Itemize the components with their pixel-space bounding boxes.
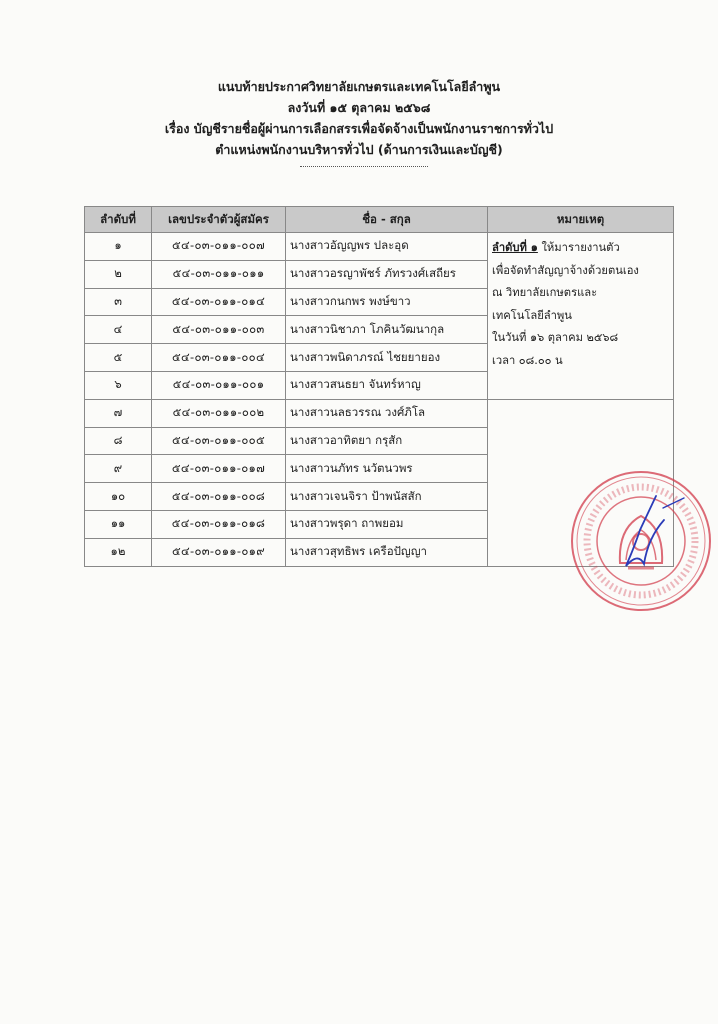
row-number: ๓ xyxy=(85,288,152,316)
applicant-id: ๕๔-๐๓-๐๑๑-๐๐๑ xyxy=(152,371,286,399)
applicant-id: ๕๔-๐๓-๐๑๑-๐๑๑ xyxy=(152,260,286,288)
dotted-divider xyxy=(300,166,428,167)
applicant-name: นางสาวสุทธิพร เครือปัญญา xyxy=(286,538,488,566)
applicant-id: ๕๔-๐๓-๐๑๑-๐๐๔ xyxy=(152,344,286,372)
column-header-applicant-id: เลขประจำตัวผู้สมัคร xyxy=(152,207,286,233)
row-number: ๑๑ xyxy=(85,510,152,538)
applicant-name: นางสาวสนธยา จันทร์หาญ xyxy=(286,371,488,399)
official-seal-icon xyxy=(568,468,714,614)
applicant-name: นางสาวนภัทร นวัตนวพร xyxy=(286,455,488,483)
header-line-4: ตำแหน่งพนักงานบริหารทั่วไป (ด้านการเงินและบัญชี) xyxy=(215,142,503,157)
applicant-id: ๕๔-๐๓-๐๑๑-๐๑๘ xyxy=(152,510,286,538)
applicant-name: นางสาวอัญญพร ปละอุด xyxy=(286,233,488,261)
table-header-row xyxy=(85,207,674,233)
remark-line-4: เทคโนโลยีลำพูน xyxy=(492,308,572,322)
row-number: ๑๐ xyxy=(85,483,152,511)
remark-title: ลำดับที่ ๑ xyxy=(492,241,538,254)
remark-cell xyxy=(488,233,674,400)
remark-line-6: เวลา ๐๘.๐๐ น xyxy=(492,353,563,367)
document-header xyxy=(0,76,718,160)
row-number: ๑๒ xyxy=(85,538,152,566)
remark-line-3: ณ วิทยาลัยเกษตรและ xyxy=(492,286,598,300)
applicant-id: ๕๔-๐๓-๐๑๑-๐๐๘ xyxy=(152,483,286,511)
row-number: ๘ xyxy=(85,427,152,455)
row-number: ๕ xyxy=(85,344,152,372)
row-number: ๖ xyxy=(85,371,152,399)
row-number: ๔ xyxy=(85,316,152,344)
applicant-id: ๕๔-๐๓-๐๑๑-๐๑๙ xyxy=(152,538,286,566)
applicant-name: นางสาวอรญาพัชร์ ภัทรวงศ์เสถียร xyxy=(286,260,488,288)
header-line-1: แนบท้ายประกาศวิทยาลัยเกษตรและเทคโนโลยีลำพูน xyxy=(217,79,501,94)
column-header-number: ลำดับที่ xyxy=(85,207,152,233)
row-number: ๒ xyxy=(85,260,152,288)
row-number: ๙ xyxy=(85,455,152,483)
applicant-id: ๕๔-๐๓-๐๑๑-๐๑๔ xyxy=(152,288,286,316)
applicant-id: ๕๔-๐๓-๐๑๑-๐๐๒ xyxy=(152,399,286,427)
applicant-name: นางสาวนลธวรรณ วงศ์ภิโล xyxy=(286,399,488,427)
header-line-3: เรื่อง บัญชีรายชื่อผู้ผ่านการเลือกสรรเพื่อจัดจ้างเป็นพนักงานราชการทั่วไป xyxy=(164,121,554,136)
applicant-name: นางสาวพรุดา ถาพยอม xyxy=(286,510,488,538)
applicant-id: ๕๔-๐๓-๐๑๑-๐๐๕ xyxy=(152,427,286,455)
remark-line-1: ให้มารายงานตัว xyxy=(537,241,620,254)
table-row xyxy=(85,233,674,261)
applicant-name: นางสาวอาทิตยา กรุสัก xyxy=(286,427,488,455)
applicant-name: นางสาวเจนจิรา ป้าพนัสสัก xyxy=(286,483,488,511)
applicant-id: ๕๔-๐๓-๐๑๑-๐๐๗ xyxy=(152,233,286,261)
applicant-name: นางสาวพนิดาภรณ์ ไชยยายอง xyxy=(286,344,488,372)
applicant-id: ๕๔-๐๓-๐๑๑-๐๐๓ xyxy=(152,316,286,344)
remark-line-2: เพื่อจัดทำสัญญาจ้างด้วยตนเอง xyxy=(492,263,639,277)
applicant-name: นางสาวกนกพร พงษ์ขาว xyxy=(286,288,488,316)
column-header-remark: หมายเหตุ xyxy=(488,207,674,233)
applicant-name: นางสาวนิชาภา โภคินวัฒนากุล xyxy=(286,316,488,344)
column-header-name: ชื่อ - สกุล xyxy=(286,207,488,233)
table-row xyxy=(85,399,674,427)
applicant-id: ๕๔-๐๓-๐๑๑-๐๑๗ xyxy=(152,455,286,483)
remark-line-5: ในวันที่ ๑๖ ตุลาคม ๒๕๖๘ xyxy=(492,331,619,345)
row-number: ๗ xyxy=(85,399,152,427)
row-number: ๑ xyxy=(85,233,152,261)
header-line-2: ลงวันที่ ๑๕ ตุลาคม ๒๕๖๘ xyxy=(287,100,431,115)
